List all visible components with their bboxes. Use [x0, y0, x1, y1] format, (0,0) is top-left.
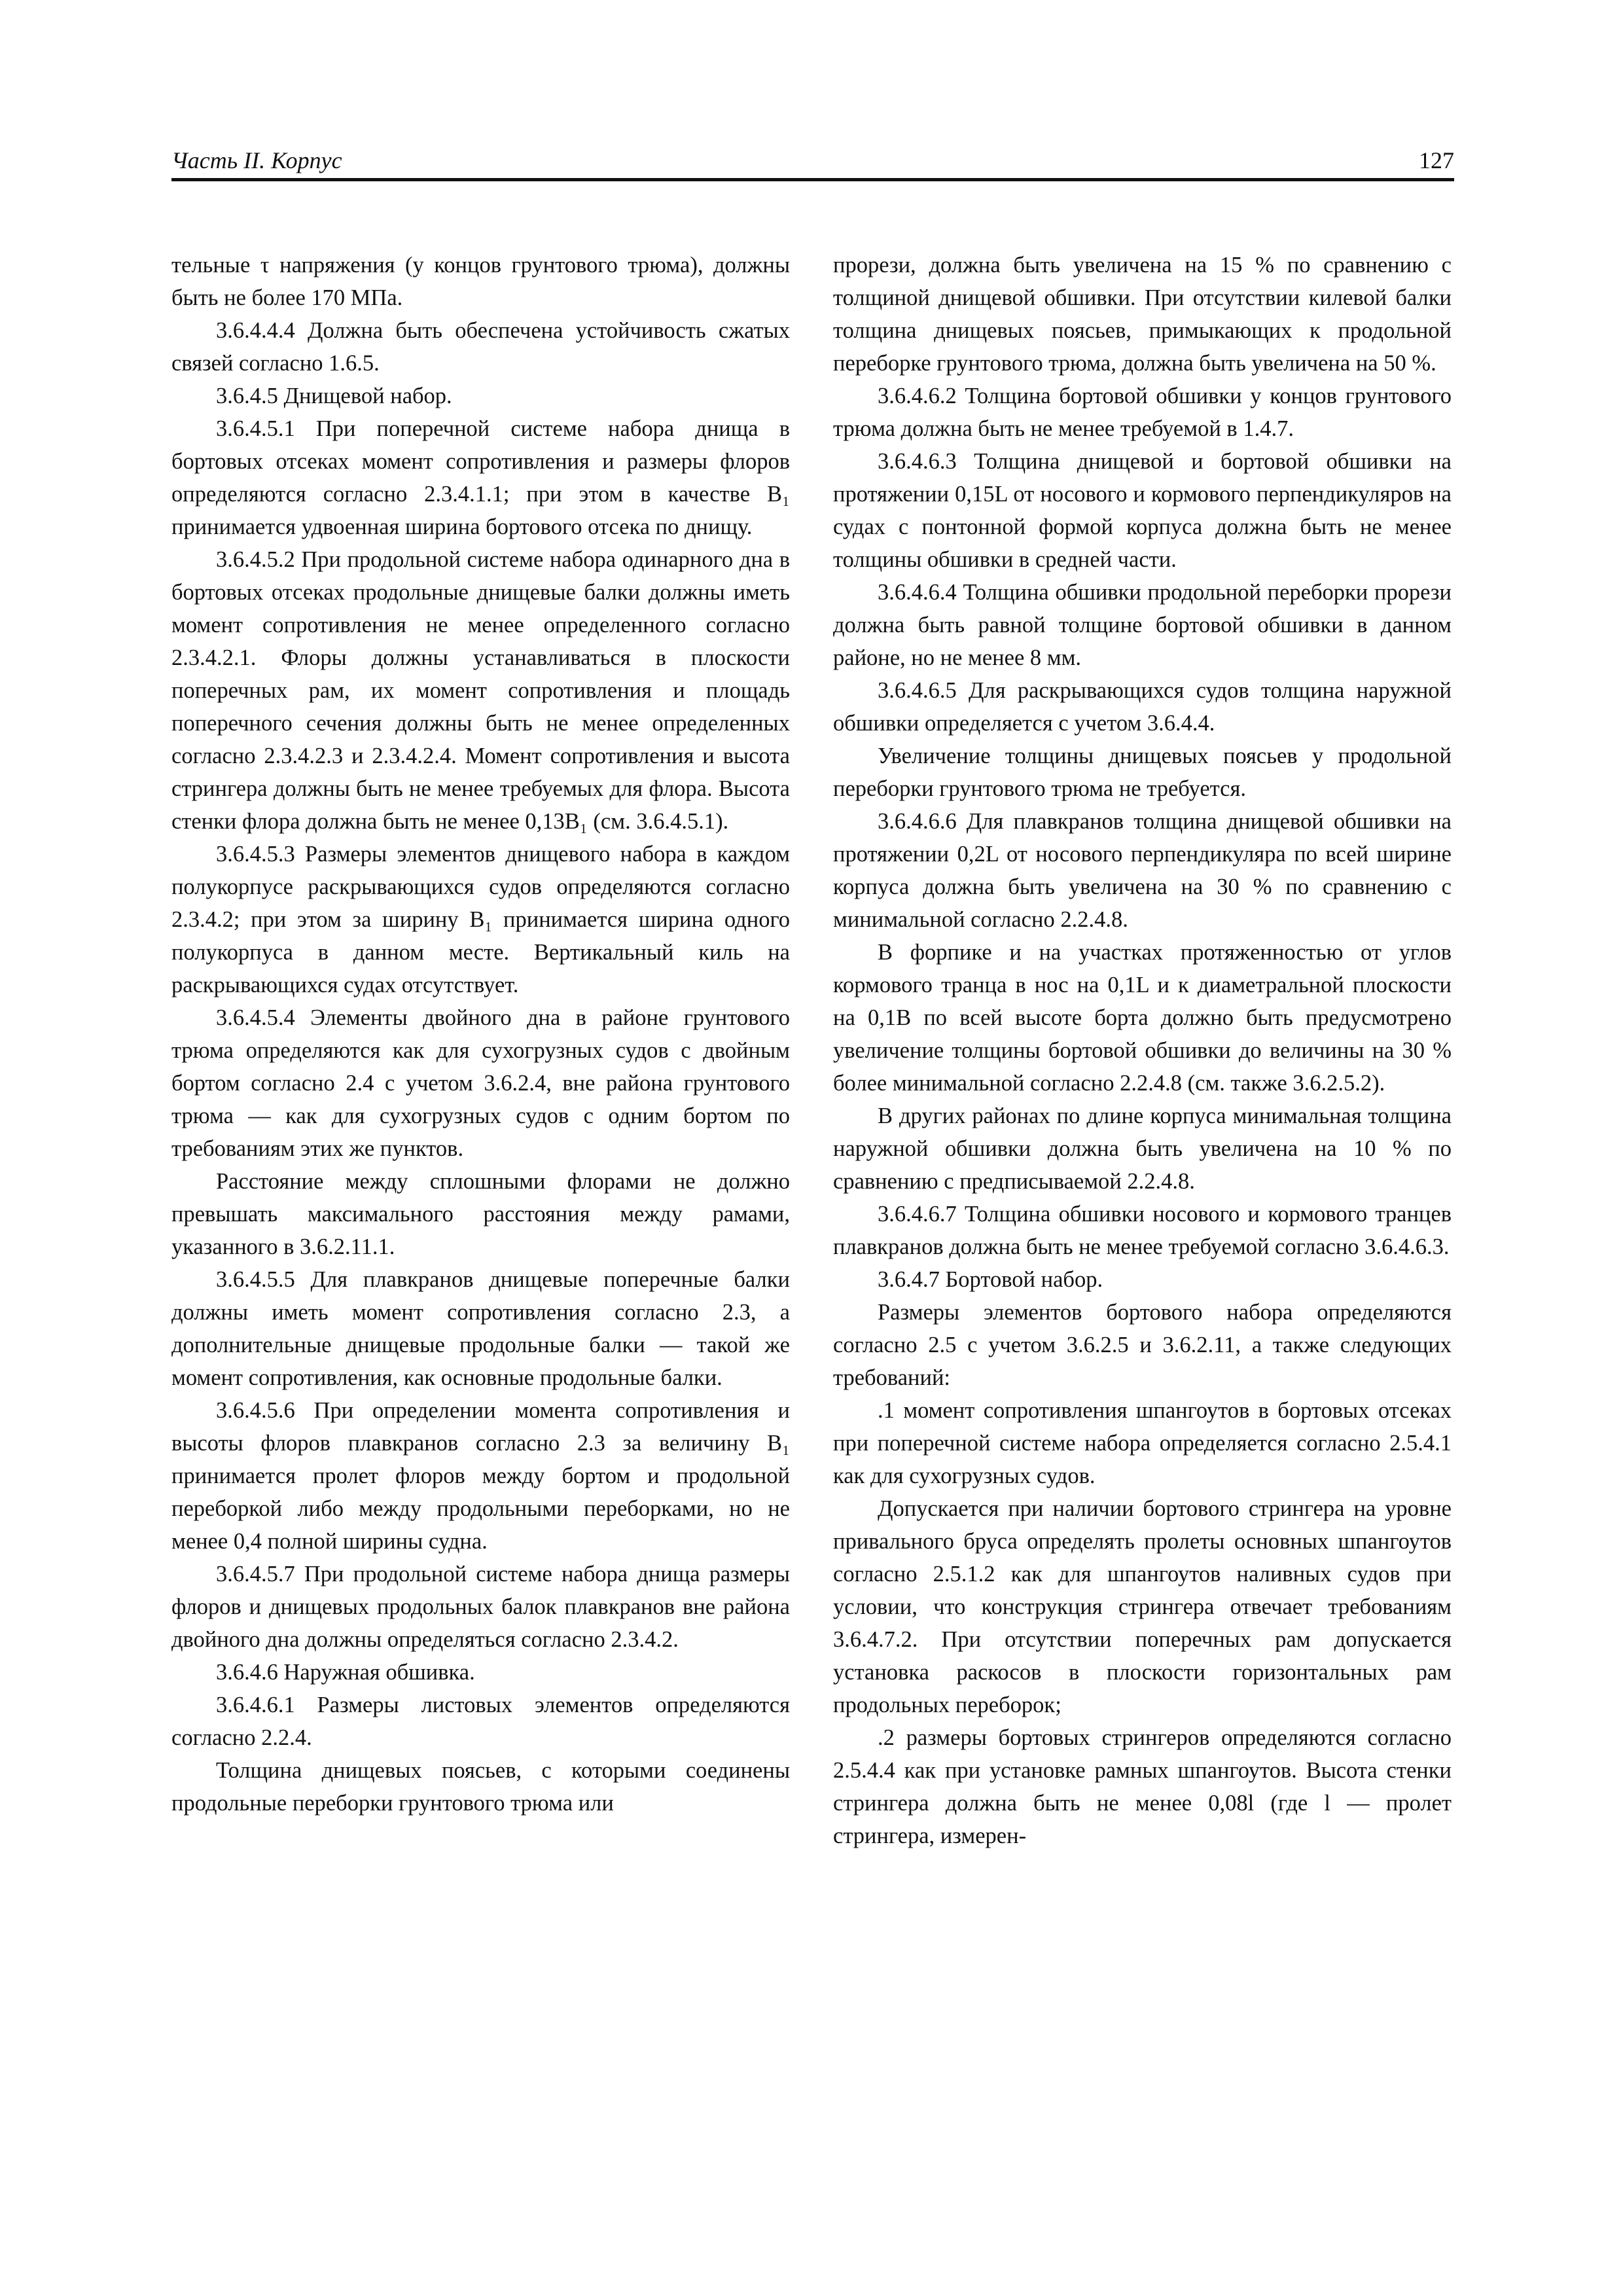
- paragraph: 3.6.4.6.4 Толщина обшивки продольной переборки прорези должна быть равной толщине бортовой обшивки в данном районе, но не менее 8 мм.: [833, 580, 1452, 670]
- paragraph: В других районах по длине корпуса минимальная толщина наружной обшивки должна быть увеличена на 10 % по сравнению с предписываемой 2.2.4.8.: [833, 1103, 1452, 1194]
- running-title: Часть II. Корпус: [171, 147, 342, 173]
- paragraph: 3.6.4.4.4 Должна быть обеспечена устойчивость сжатых связей согласно 1.6.5.: [171, 318, 790, 376]
- paragraph: 3.6.4.5.7 При продольной системе набора днища размеры флоров и днищевых продольных балок плавкранов вне района двойного дна должны определяться согласно 2.3.4.2.: [171, 1562, 790, 1652]
- paragraph: 3.6.4.5.3 Размеры элементов днищевого набора в каждом полукорпусе раскрывающихся судов определяются согласно 2.3.4.2; при этом за ширину B₁ принимается ширина одного полукорпуса в данном месте. Вертикальный киль на раскрывающихся судах отсутствует.: [171, 842, 790, 997]
- paragraph: 3.6.4.6.5 Для раскрывающихся судов толщина наружной обшивки определяется с учетом 3.6.4.4.: [833, 678, 1452, 736]
- paragraph: 3.6.4.5.6 При определении момента сопротивления и высоты флоров плавкранов согласно 2.3 за величину B₁ принимается пролет флоров между бортом и продольной переборкой либо между продольными переборками, но не менее 0,4 полной ширины судна.: [171, 1398, 790, 1554]
- paragraph: 3.6.4.6.6 Для плавкранов толщина днищевой обшивки на протяжении 0,2L от носового перпендикуляра по всей ширине корпуса должна быть увеличена на 30 % по сравнению с минимальной согласно 2.2.4.8.: [833, 809, 1452, 932]
- paragraph: тельные τ напряжения (у концов грунтового трюма), должны быть не более 170 МПа.: [171, 253, 790, 310]
- paragraph: 3.6.4.6.7 Толщина обшивки носового и кормового транцев плавкранов должна быть не менее требуемой согласно 3.6.4.6.3.: [833, 1202, 1452, 1259]
- paragraph: 3.6.4.6.1 Размеры листовых элементов определяются согласно 2.2.4.: [171, 1693, 790, 1750]
- paragraph: 3.6.4.5.1 При поперечной системе набора днища в бортовых отсеках момент сопротивления и размеры флоров определяются согласно 2.3.4.1.1; при этом в качестве B₁ принимается удвоенная ширина бортового отсека по днищу.: [171, 416, 790, 539]
- paragraph: В форпике и на участках протяженностью от углов кормового транца в нос на 0,1L и к диаметральной плоскости на 0,1B по всей высоте борта должно быть предусмотрено увеличение толщины бортовой обшивки до величины на 30 % более минимальной согласно 2.2.4.8 (см. также 3.6.2.5.2).: [833, 940, 1452, 1096]
- running-header: [171, 140, 1454, 181]
- paragraph: Размеры элементов бортового набора определяются согласно 2.5 с учетом 3.6.2.5 и 3.6.2.11, а также следующих требований:: [833, 1300, 1452, 1390]
- paragraph: Допускается при наличии бортового стрингера на уровне привального бруса определять пролеты основных шпангоутов согласно 2.5.1.2 как для шпангоутов наливных судов при условии, что конструкция стрингера отвечает требованиям 3.6.4.7.2. При отсутствии поперечных рам допускается установка раскосов в плоскости горизонтальных рам продольных переборок;: [833, 1496, 1452, 1717]
- paragraph: прорези, должна быть увеличена на 15 % по сравнению с толщиной днищевой обшивки. При отсутствии килевой балки толщина днищевых поясьев, примыкающих к продольной переборке грунтового трюма, должна быть увеличена на 50 %.: [833, 253, 1452, 376]
- left-column: [171, 249, 790, 1820]
- paragraph: 3.6.4.6.2 Толщина бортовой обшивки у концов грунтового трюма должна быть не менее требуемой в 1.4.7.: [833, 384, 1452, 441]
- paragraph: 3.6.4.5.5 Для плавкранов днищевые поперечные балки должны иметь момент сопротивления согласно 2.3, а дополнительные днищевые продольные балки — такой же момент сопротивления, как основные продольные балки.: [171, 1267, 790, 1390]
- page-number: 127: [1419, 147, 1454, 173]
- paragraph: 3.6.4.5.4 Элементы двойного дна в районе грунтового трюма определяются как для сухогрузных судов с двойным бортом согласно 2.4 с учетом 3.6.2.4, вне района грунтового трюма — как для сухогрузных судов с одним бортом по требованиям этих же пунктов.: [171, 1005, 790, 1161]
- paragraph: Увеличение толщины днищевых поясьев у продольной переборки грунтового трюма не требуется.: [833, 744, 1452, 801]
- paragraph: Расстояние между сплошными флорами не должно превышать максимального расстояния между рамами, указанного в 3.6.2.11.1.: [171, 1169, 790, 1259]
- paragraph: 3.6.4.5.2 При продольной системе набора одинарного дна в бортовых отсеках продольные днищевые балки должны иметь момент сопротивления не менее определенного согласно 2.3.4.2.1. Флоры должны устанавливаться в плоскости поперечных рам, их момент сопротивления и площадь поперечного сечения должны быть не менее определенных согласно 2.3.4.2.3 и 2.3.4.2.4. Момент сопротивления и высота стрингера должны быть не менее требуемых для флора. Высота стенки флора должна быть не менее 0,13B₁ (см. 3.6.4.5.1).: [171, 547, 790, 834]
- paragraph: .2 размеры бортовых стрингеров определяются согласно 2.5.4.4 как при установке рамных шпангоутов. Высота стенки стрингера должна быть не менее 0,08l (где l — пролет стрингера, измерен-: [833, 1725, 1452, 1848]
- section-heading: 3.6.4.6 Наружная обшивка.: [216, 1660, 475, 1685]
- paragraph: Толщина днищевых поясьев, с которыми соединены продольные переборки грунтового трюма или: [171, 1758, 790, 1816]
- paragraph: .1 момент сопротивления шпангоутов в бортовых отсеках при поперечной системе набора определяется согласно 2.5.4.1 как для сухогрузных судов.: [833, 1398, 1452, 1488]
- right-column: [833, 249, 1452, 1852]
- section-heading: 3.6.4.5 Днищевой набор.: [216, 384, 452, 408]
- paragraph: 3.6.4.6.3 Толщина днищевой и бортовой обшивки на протяжении 0,15L от носового и кормового перпендикуляров на судах с понтонной формой корпуса должна быть не менее толщины обшивки в средней части.: [833, 449, 1452, 572]
- section-heading: 3.6.4.7 Бортовой набор.: [878, 1267, 1103, 1292]
